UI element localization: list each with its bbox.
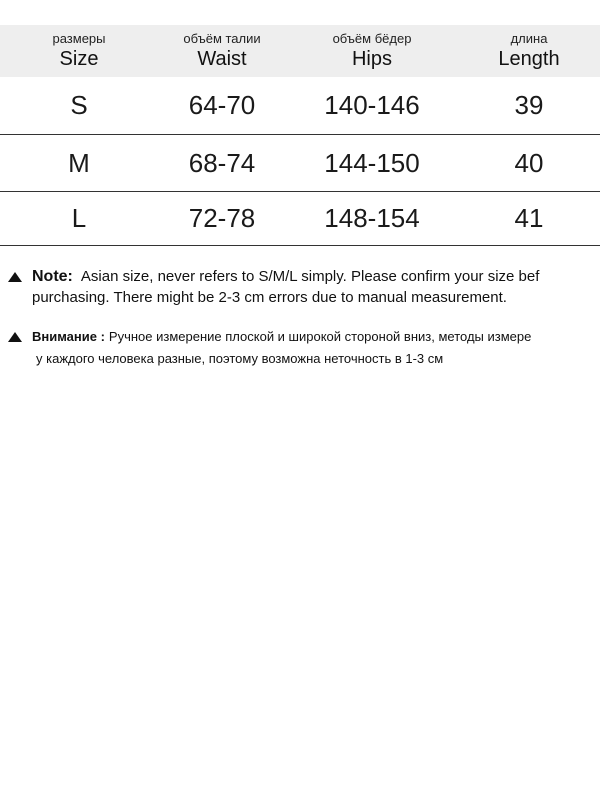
note-english-text-2: purchasing. There might be 2-3 cm errors due to manual measurement. [32, 289, 507, 306]
header-length [458, 25, 600, 77]
header-length-ru: длина [510, 31, 548, 46]
header-waist-ru: объём талии [183, 31, 261, 46]
cell-size: S [0, 77, 158, 135]
note-russian-text-2: у каждого человека разные, поэтому возможна неточность в 1-3 см [36, 351, 444, 366]
note-russian-label: Внимание : [32, 329, 105, 344]
header-waist [158, 25, 286, 77]
triangle-up-icon [8, 332, 22, 342]
note-english-line-1 [8, 266, 600, 287]
header-length-en: Length [498, 48, 560, 70]
cell-hips: 140-146 [286, 77, 458, 135]
header-hips [286, 25, 458, 77]
header-size-ru: размеры [52, 31, 106, 46]
cell-waist: 72-78 [158, 192, 286, 246]
cell-length: 41 [458, 192, 600, 246]
note-english [8, 266, 600, 308]
size-chart-header-row [0, 25, 600, 77]
cell-size: L [0, 192, 158, 246]
note-english-label: Note: [32, 268, 73, 285]
note-russian-text-1: Ручное измерение плоской и широкой стороной вниз, методы измере [108, 329, 532, 344]
header-size-en: Size [59, 48, 99, 70]
table-row [0, 77, 600, 135]
header-hips-ru: объём бёдер [332, 31, 412, 46]
note-english-text-1: Asian size, never refers to S/M/L simply. Please confirm your size bef [80, 268, 540, 285]
cell-waist: 64-70 [158, 77, 286, 135]
cell-size: M [0, 135, 158, 192]
table-row [0, 192, 600, 246]
cell-hips: 144-150 [286, 135, 458, 192]
triangle-up-icon [8, 272, 22, 282]
header-size [0, 25, 158, 77]
table-row [0, 135, 600, 192]
cell-length: 40 [458, 135, 600, 192]
cell-length: 39 [458, 77, 600, 135]
header-waist-en: Waist [197, 48, 247, 70]
cell-hips: 148-154 [286, 192, 458, 246]
note-russian [8, 326, 600, 370]
size-chart-table [0, 25, 600, 246]
cell-waist: 68-74 [158, 135, 286, 192]
header-hips-en: Hips [351, 48, 392, 70]
note-russian-line-1 [8, 326, 600, 348]
